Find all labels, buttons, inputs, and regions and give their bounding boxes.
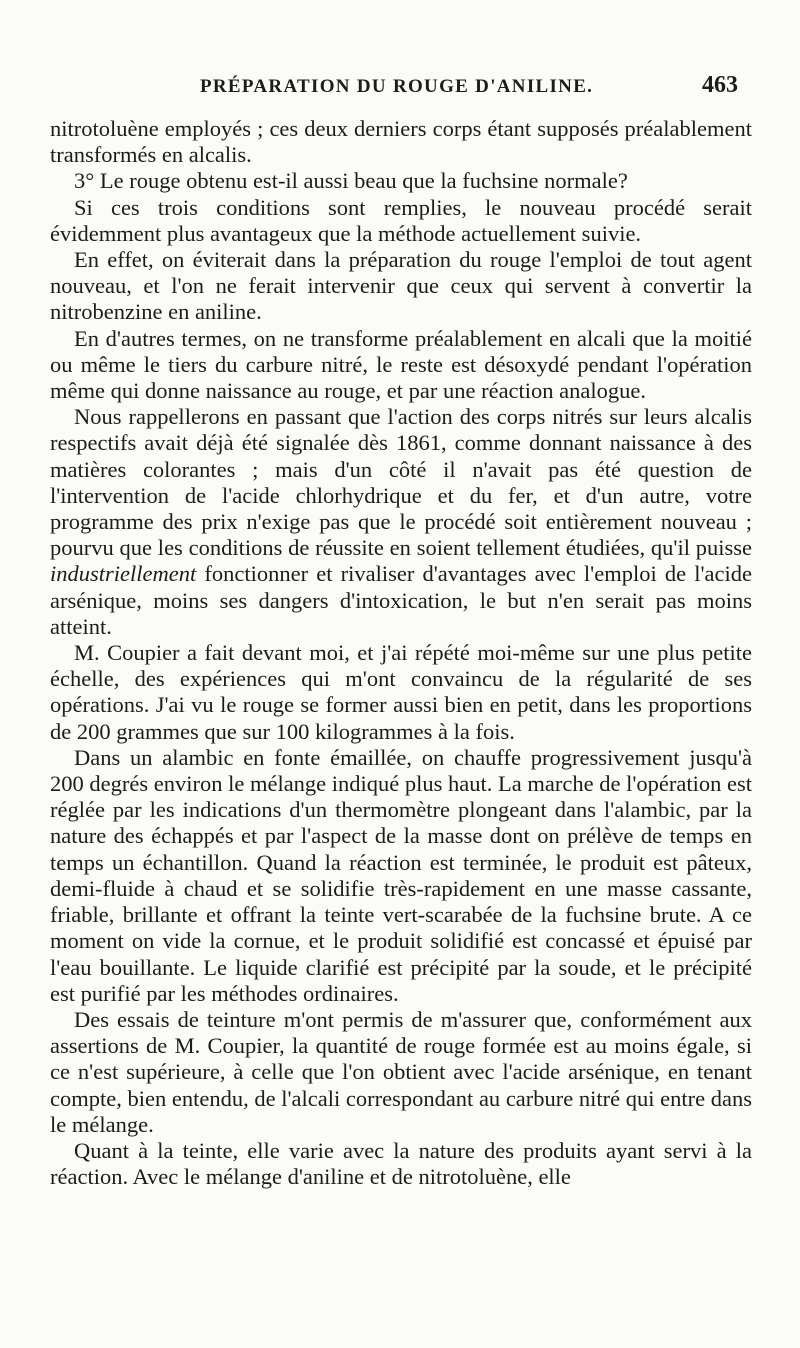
running-title: PRÉPARATION DU ROUGE D'ANILINE. xyxy=(200,76,594,97)
paragraph-continued: nitrotoluène employés ; ces deux derniers corps étant supposés préalablement transformés en alcalis. xyxy=(50,116,752,168)
page-body xyxy=(50,116,752,1190)
paragraph-text-before: Nous rappellerons en passant que l'action des corps nitrés sur leurs alcalis respectifs avait déjà été signalée dès 1861, comme donnant naissance à des matières colorantes ; mais d'un côté il n'avait pas été question de l'intervention de l'acide chlorhydrique et du fer, et d'un autre, votre programme des prix n'exige pas que le procédé soit entièrement nouveau ; pourvu que les conditions de réussite en soient tellement étudiées, qu'il puisse xyxy=(50,404,752,561)
paragraph-text-after: fonctionner et rivaliser d'avantages avec l'emploi de l'acide arsénique, moins ses dangers d'intoxication, le but n'en serait pas moins atteint. xyxy=(50,561,752,639)
paragraph-with-italic xyxy=(50,404,752,640)
page-number: 463 xyxy=(702,72,738,98)
paragraph: En d'autres termes, on ne transforme préalablement en alcali que la moitié ou même le tiers du carbure nitré, le reste est désoxydé pendant l'opération même qui donne naissance au rouge, et par une réaction analogue. xyxy=(50,325,752,404)
paragraph: Dans un alambic en fonte émaillée, on chauffe progressivement jusqu'à 200 degrés environ le mélange indiqué plus haut. La marche de l'opération est réglée par les indications d'un thermomètre plongeant dans l'alambic, par la nature des échappés et par l'aspect de la masse dont on prélève de temps en temps un échantillon. Quand la réaction est terminée, le produit est pâteux, demi-fluide à chaud et se solidifie très-rapidement en une masse cassante, friable, brillante et offrant la teinte vert-scarabée de la fuchsine brute. A ce moment on vide la cornue, et le produit solidifié est concassé et épuisé par l'eau bouillante. Le liquide clarifié est précipité par la soude, et le précipité est purifié par les méthodes ordinaires. xyxy=(50,744,752,1006)
paragraph: Si ces trois conditions sont remplies, le nouveau procédé serait évidemment plus avantageux que la méthode actuellement suivie. xyxy=(50,194,752,246)
italic-term: industriellement xyxy=(50,561,197,587)
paragraph: 3° Le rouge obtenu est-il aussi beau que la fuchsine normale? xyxy=(74,168,628,194)
paragraph: Des essais de teinture m'ont permis de m'assurer que, conformément aux assertions de M. Coupier, la quantité de rouge formée est au moins égale, si ce n'est supérieure, à celle que l'on obtient avec l'acide arsénique, en tenant compte, bien entendu, de l'alcali correspondant au carbure nitré qui entre dans le mélange. xyxy=(50,1006,752,1137)
paragraph: M. Coupier a fait devant moi, et j'ai répété moi-même sur une plus petite échelle, des expériences qui m'ont convaincu de la régularité de ses opérations. J'ai vu le rouge se former aussi bien en petit, dans les proportions de 200 grammes que sur 100 kilogrammes à la fois. xyxy=(50,640,752,744)
paragraph: En effet, on éviterait dans la préparation du rouge l'emploi de tout agent nouveau, et l'on ne ferait intervenir que ceux qui servent à convertir la nitrobenzine en aniline. xyxy=(50,247,752,325)
paragraph: Quant à la teinte, elle varie avec la nature des produits ayant servi à la réaction. Avec le mélange d'aniline et de nitrotoluène, elle xyxy=(50,1137,752,1190)
running-header xyxy=(50,70,752,104)
